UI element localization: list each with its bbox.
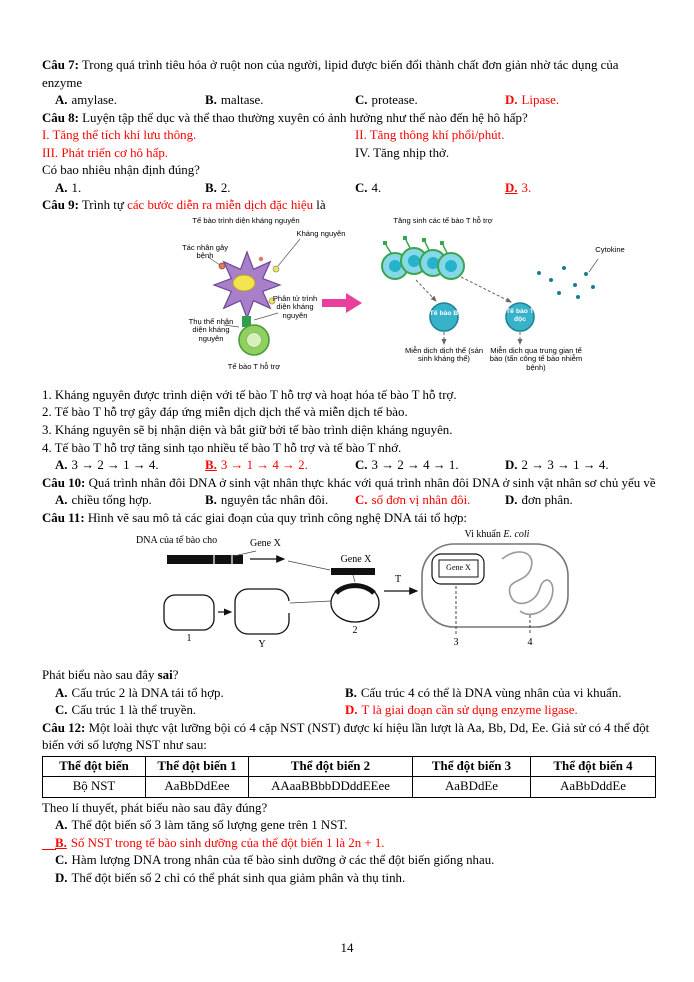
question-8-options bbox=[42, 180, 656, 198]
q12-option-d bbox=[42, 870, 656, 888]
question-10 bbox=[42, 475, 656, 510]
q9-option-b-label: B. bbox=[205, 458, 217, 473]
q11-prompt-prefix: Phát biểu nào sau đây bbox=[42, 668, 158, 683]
q11-option-b-label: B. bbox=[345, 685, 357, 700]
q9-statement-2: 2. Tế bào T hỗ trợ gây đáp ứng miễn dịch dịch thể và miễn dịch tế bào. bbox=[42, 405, 408, 420]
b-cell-label: Tế bào B bbox=[429, 309, 459, 317]
dna-diagram bbox=[134, 529, 664, 667]
structure-4-label: 4 bbox=[527, 637, 533, 649]
antigen-label: Kháng nguyên bbox=[296, 228, 346, 238]
q9-option-a-text: 3 → 2 → 1 → 4. bbox=[71, 458, 159, 473]
question-11-options bbox=[42, 685, 656, 720]
question-11 bbox=[42, 510, 656, 720]
structure-1-label: 1 bbox=[186, 633, 192, 645]
bacterium-label-prefix: Vi khuẩn bbox=[464, 529, 504, 541]
question-12-text: Một loài thực vật lưỡng bội có 4 cặp NST (NST) được kí hiệu lần lượt là Aa, Bb, Dd, Ee. Giả sử có 4 thể đột biến với số lượng NST như sau: bbox=[42, 720, 650, 753]
q8-option-c-label: C. bbox=[355, 180, 368, 195]
table-cell-1: AaBbDdEee bbox=[146, 777, 249, 797]
q10-option-d-text: đơn phân. bbox=[521, 493, 573, 508]
table-cell-0: Bộ NST bbox=[43, 777, 146, 797]
q10-option-b bbox=[205, 492, 355, 510]
q10-option-b-label: B. bbox=[205, 493, 217, 508]
q11-option-a-text: Cấu trúc 2 là DNA tái tổ hợp. bbox=[71, 685, 224, 700]
t-helper-label: Tế bào T hỗ trợ bbox=[227, 361, 281, 371]
table-header-2: Thể đột biến 2 bbox=[249, 757, 413, 777]
q8-option-c bbox=[355, 180, 505, 198]
q7-option-d bbox=[505, 92, 656, 110]
table-header-0: Thể đột biến bbox=[43, 757, 146, 777]
q12-option-d-text: Thể đột biến số 2 chỉ có thể phát sinh qua giảm phân và thụ tinh. bbox=[71, 870, 406, 885]
dna-diagram-art bbox=[134, 529, 664, 667]
q10-option-d-label: D. bbox=[505, 493, 518, 508]
question-9-text-suffix: là bbox=[313, 198, 326, 213]
t-helper-cell-shape bbox=[239, 325, 269, 355]
question-9-text-prefix: Trình tự bbox=[81, 198, 128, 213]
mutation-table bbox=[42, 756, 656, 798]
question-12-stem bbox=[42, 720, 656, 755]
q10-option-a-text: chiều tổng hợp. bbox=[71, 493, 152, 508]
q11-option-a bbox=[55, 685, 345, 703]
q9-option-b bbox=[205, 457, 355, 475]
q9-statement-1: 1. Kháng nguyên được trình diện với tế bào T hỗ trợ và hoạt hóa tế bào T hỗ trợ. bbox=[42, 387, 457, 402]
q8-statement-4: IV. Tăng nhịp thở. bbox=[355, 145, 450, 160]
q11-prompt-suffix: ? bbox=[172, 668, 179, 683]
proliferation-label: Tăng sinh các tế bào T hỗ trợ bbox=[393, 215, 493, 225]
q8-option-b-text: 2. bbox=[220, 180, 231, 195]
question-8 bbox=[42, 110, 656, 198]
question-8-stem bbox=[42, 110, 656, 128]
table-cell-2: AAaaBBbbDDddEEee bbox=[249, 777, 413, 797]
table-header-4: Thể đột biến 4 bbox=[531, 757, 656, 777]
mutation-table-data-row bbox=[43, 777, 656, 797]
q9-option-a-label: A. bbox=[55, 458, 68, 473]
immune-diagram bbox=[182, 217, 672, 385]
gene-x-mid-label: Gene X bbox=[340, 554, 372, 566]
q12-option-b-text: Số NST trong tế bào sinh dưỡng của thể đột biến 1 là 2n + 1. bbox=[70, 835, 385, 850]
q8-option-b-label: B. bbox=[205, 180, 217, 195]
gene-x-plasmid-label: Gene X bbox=[446, 563, 471, 573]
q11-option-d-text: T là giai đoạn cần sử dụng enzyme ligase. bbox=[361, 703, 578, 718]
proliferating-t-cells-shape bbox=[382, 236, 464, 279]
question-12-prompt: Theo lí thuyết, phát biểu nào sau đây đúng? bbox=[42, 800, 268, 815]
q9-option-d bbox=[505, 457, 656, 475]
q8-statement-1: I. Tăng thể tích khí lưu thông. bbox=[42, 128, 197, 143]
q8-option-d-label: D. bbox=[505, 180, 518, 195]
q8-option-a bbox=[55, 180, 205, 198]
q7-option-c-text: protease. bbox=[371, 93, 418, 108]
q9-option-d-text: 2 → 3 → 1 → 4. bbox=[521, 458, 609, 473]
q10-option-c-text: số đơn vị nhân đôi. bbox=[371, 493, 471, 508]
question-11-text: Hình vẽ sau mô tả các giai đoạn của quy trình công nghệ DNA tái tổ hợp: bbox=[87, 510, 467, 525]
q7-option-d-label: D. bbox=[505, 93, 518, 108]
table-cell-4: AaBbDddEe bbox=[531, 777, 656, 797]
question-7-options bbox=[42, 92, 656, 110]
recombinant-plasmid-shape bbox=[331, 584, 379, 622]
question-12-label: Câu 12: bbox=[42, 720, 86, 735]
q9-statement-3: 3. Kháng nguyên sẽ bị nhận diện và bắt giữ bởi tế bào trình diện kháng nguyên. bbox=[42, 423, 453, 438]
question-7-text: Trong quá trình tiêu hóa ở ruột non của người, lipid được biến đổi thành chất đơn giản nhờ tác dụng của enzyme bbox=[42, 58, 619, 90]
step-y-label: Y bbox=[258, 639, 266, 651]
q8-option-a-label: A. bbox=[55, 180, 68, 195]
q8-option-d bbox=[505, 180, 656, 198]
question-10-stem bbox=[42, 475, 656, 493]
pathogen-label: Tác nhân gây bệnh bbox=[182, 242, 229, 261]
donor-dna-label: DNA của tế bào cho bbox=[136, 535, 218, 547]
cytokine-dots bbox=[537, 266, 595, 299]
question-8-prompt: Có bao nhiêu nhận định đúng? bbox=[42, 163, 200, 178]
q12-option-b bbox=[42, 835, 656, 853]
q11-option-c bbox=[55, 702, 345, 720]
structure-2-label: 2 bbox=[352, 625, 358, 637]
question-9-options bbox=[42, 457, 656, 475]
bacterium-shape bbox=[422, 544, 568, 627]
step-t-label: T bbox=[394, 574, 402, 586]
q8-statement-2: II. Tăng thông khí phổi/phút. bbox=[355, 128, 505, 143]
question-7-stem bbox=[42, 57, 656, 92]
q10-option-a bbox=[55, 492, 205, 510]
question-10-text: Quá trình nhân đôi DNA ở sinh vật nhân thực khác với quá trình nhân đôi DNA ở sinh vật nhân sơ chủ yếu về bbox=[88, 475, 656, 490]
question-9 bbox=[42, 197, 656, 474]
question-11-label: Câu 11: bbox=[42, 510, 85, 525]
question-10-options bbox=[42, 492, 656, 510]
q11-option-d-label: D. bbox=[345, 703, 358, 718]
t-killer-label: Tế bào T độc bbox=[506, 307, 534, 323]
pink-arrow bbox=[322, 293, 362, 313]
q9-option-b-text: 3 → 1 → 4 → 2. bbox=[220, 458, 308, 473]
q12-option-d-label: D. bbox=[55, 870, 68, 885]
question-8-statements bbox=[42, 127, 656, 162]
cut-plasmid-shape bbox=[235, 589, 294, 634]
question-8-text: Luyện tập thể dục và thể thao thường xuyên có ảnh hưởng như thế nào đến hệ hô hấp? bbox=[82, 110, 528, 125]
q7-option-b-label: B. bbox=[205, 93, 217, 108]
mhc-label: Phân tử trình diện kháng nguyên bbox=[272, 293, 318, 320]
q11-option-d bbox=[345, 702, 656, 720]
q7-option-c-label: C. bbox=[355, 93, 368, 108]
question-7 bbox=[42, 57, 656, 110]
apc-label: Tế bào trình diện kháng nguyên bbox=[192, 215, 300, 225]
q11-option-c-text: Cấu trúc 1 là thể truyền. bbox=[71, 703, 197, 718]
q12-option-b-label: B. bbox=[55, 835, 67, 850]
q7-option-a-label: A. bbox=[55, 93, 68, 108]
q9-statement-4: 4. Tế bào T hỗ trợ tăng sinh tạo nhiều tế bào T hỗ trợ và tế bào T nhớ. bbox=[42, 440, 402, 455]
q9-option-c-label: C. bbox=[355, 458, 368, 473]
question-12 bbox=[42, 720, 656, 888]
q10-option-d bbox=[505, 492, 656, 510]
q9-option-d-label: D. bbox=[505, 458, 518, 473]
q11-option-a-label: A. bbox=[55, 685, 68, 700]
question-8-label: Câu 8: bbox=[42, 110, 79, 125]
question-9-label: Câu 9: bbox=[42, 198, 79, 213]
q8-option-c-text: 4. bbox=[371, 180, 382, 195]
q8-option-d-text: 3. bbox=[521, 180, 532, 195]
q12-option-a-text: Thể đột biến số 3 làm tăng số lượng gene trên 1 NST. bbox=[71, 818, 348, 833]
q12-option-c-text: Hàm lượng DNA trong nhân của tế bào sinh dưỡng ở các thể đột biến giống nhau. bbox=[71, 853, 495, 868]
question-11-prompt bbox=[42, 667, 656, 685]
table-cell-3: AaBDdEe bbox=[413, 777, 531, 797]
table-header-3: Thể đột biến 3 bbox=[413, 757, 531, 777]
q10-option-a-label: A. bbox=[55, 493, 68, 508]
bacterium-label bbox=[426, 529, 568, 540]
q12-option-a bbox=[42, 817, 656, 835]
question-11-stem bbox=[42, 510, 656, 528]
bacterium-species: E. coli bbox=[503, 529, 530, 541]
q10-option-c bbox=[355, 492, 505, 510]
q9-option-c-text: 3 → 2 → 4 → 1. bbox=[371, 458, 459, 473]
q11-prompt-bold: sai bbox=[157, 668, 173, 683]
question-9-text-highlight: các bước diễn ra miễn dịch đặc hiệu bbox=[127, 198, 314, 213]
structure-3-label: 3 bbox=[453, 637, 459, 649]
q12-option-a-label: A. bbox=[55, 818, 68, 833]
q7-option-a bbox=[55, 92, 205, 110]
q12-option-c-label: C. bbox=[55, 853, 68, 868]
q10-option-b-text: nguyên tắc nhân đôi. bbox=[220, 493, 329, 508]
q9-option-c bbox=[355, 457, 505, 475]
q10-option-c-label: C. bbox=[355, 493, 368, 508]
q11-option-b bbox=[345, 685, 656, 703]
q7-option-c bbox=[355, 92, 505, 110]
cytokine-label: Cytokine bbox=[595, 244, 625, 254]
question-10-label: Câu 10: bbox=[42, 475, 86, 490]
q11-option-c-label: C. bbox=[55, 703, 68, 718]
q7-option-d-text: Lipase. bbox=[521, 93, 560, 108]
question-7-label: Câu 7: bbox=[42, 58, 79, 72]
q9-option-a bbox=[55, 457, 205, 475]
plasmid-1-shape bbox=[164, 595, 214, 630]
page-number: 14 bbox=[340, 941, 354, 956]
q8-option-a-text: 1. bbox=[71, 180, 82, 195]
gene-x-top-label: Gene X bbox=[250, 538, 281, 550]
q7-option-a-text: amylase. bbox=[71, 93, 118, 108]
receptor-label: Thụ thể nhận diện kháng nguyên bbox=[188, 316, 234, 343]
q11-option-b-text: Cấu trúc 4 có thể là DNA vùng nhân của vi khuẩn. bbox=[360, 685, 622, 700]
table-header-1: Thể đột biến 1 bbox=[146, 757, 249, 777]
bacterial-chromosome-shape bbox=[502, 552, 553, 614]
cell-mediated-immunity-label: Miễn dịch qua trung gian tế bào (tấn công tế bào nhiễm bệnh) bbox=[489, 345, 583, 372]
q8-statement-3: III. Phát triển cơ hô hấp. bbox=[42, 145, 169, 160]
q8-option-b bbox=[205, 180, 355, 198]
question-9-stem bbox=[42, 197, 656, 215]
humoral-immunity-label: Miễn dịch dịch thể (sản sinh kháng thể) bbox=[404, 345, 484, 364]
q7-option-b-text: maltase. bbox=[220, 93, 264, 108]
mutation-table-header-row bbox=[43, 757, 656, 777]
gene-fragment-bar bbox=[331, 568, 375, 575]
q7-option-b bbox=[205, 92, 355, 110]
q12-option-c bbox=[42, 852, 656, 870]
